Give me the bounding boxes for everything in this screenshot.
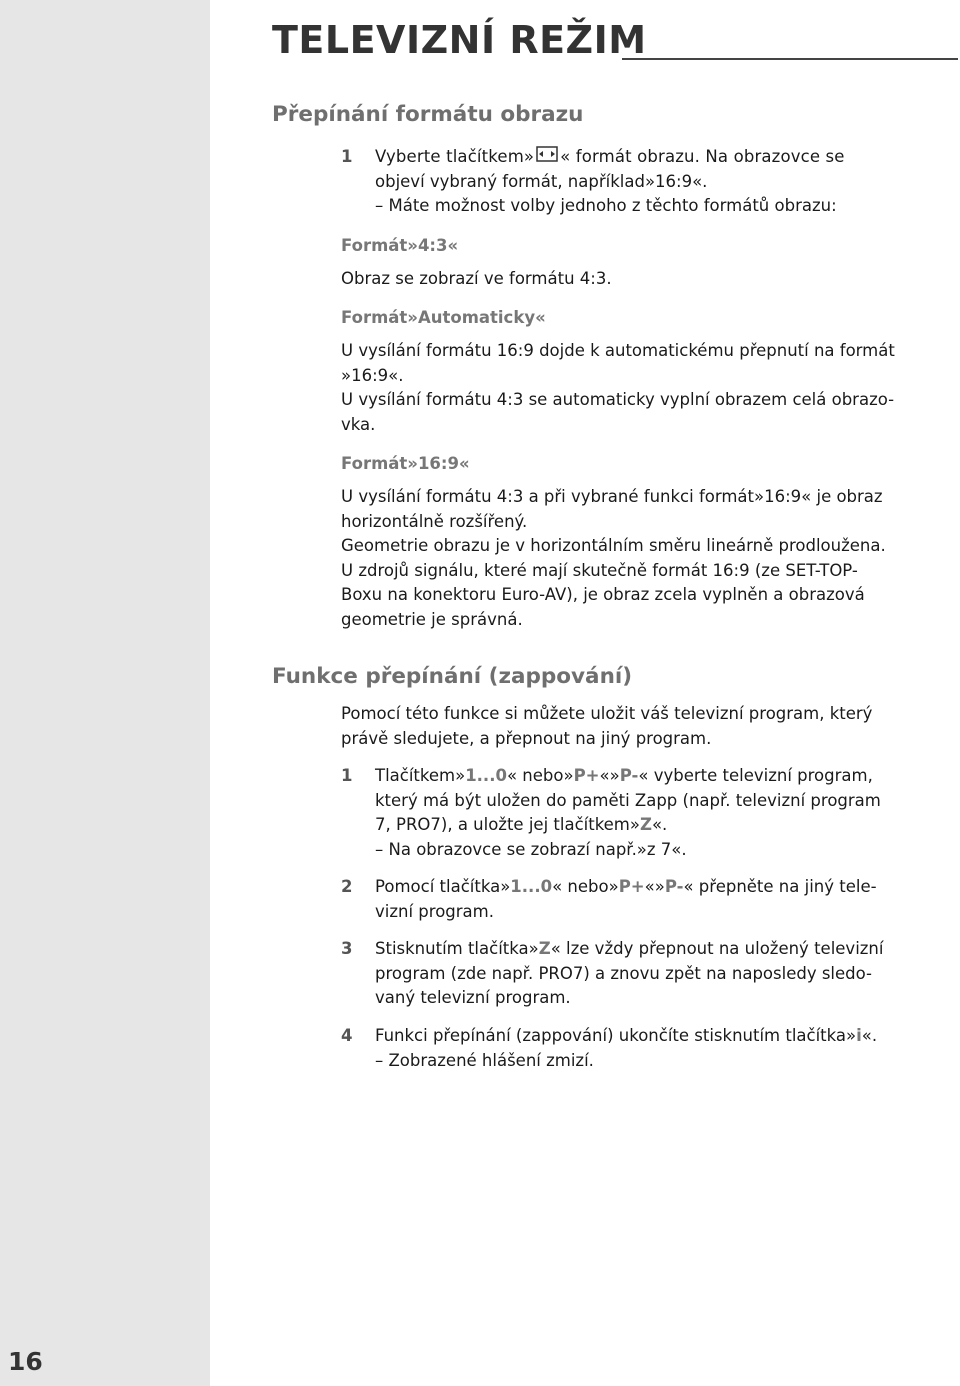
picture-format-icon — [536, 145, 558, 170]
step-text — [375, 937, 897, 962]
key-label: Z — [538, 939, 551, 958]
step-text — [375, 1024, 897, 1049]
paragraph-line: geometrie je správná. — [341, 609, 523, 629]
key-label: Z — [639, 815, 652, 834]
paragraph-line: U zdrojů signálu, které mají skutečně formát 16:9 (ze SET-TOP- — [341, 560, 858, 580]
paragraph-line: Boxu na konektoru Euro-AV), je obraz zcela vyplněn a obrazová — [341, 585, 865, 604]
step-text-part: Funkci přepínání (zappování) ukončíte stisknutím tlačítka» — [375, 1026, 857, 1045]
step-number: 1 — [341, 766, 353, 785]
step-text-line: vizní program. — [375, 901, 494, 921]
page-title: TELEVIZNÍ REŽIM — [272, 18, 647, 62]
step-text-line: program (zde např. PRO7) a znovu zpět na naposledy sledo- — [375, 963, 872, 983]
format-heading-16-9: Formát»16:9« — [341, 454, 470, 473]
step-text-part: «. — [861, 1026, 878, 1045]
format-heading-automatic: Formát»Automaticky« — [341, 308, 546, 327]
paragraph-line: U vysílání formátu 4:3 a při vybrané funkci formát»16:9« je obraz — [341, 487, 883, 506]
paragraph-line: U vysílání formátu 16:9 dojde k automatickému přepnutí na formát — [341, 341, 895, 360]
step-text-part: Vyberte tlačítkem» — [375, 147, 535, 166]
step-text-line: objeví vybraný formát, například»16:9«. — [375, 171, 708, 191]
step-number: 1 — [341, 147, 353, 166]
paragraph-line: horizontálně rozšířený. — [341, 511, 528, 531]
section-heading-picture-format: Přepínání formátu obrazu — [272, 102, 584, 127]
step-text-part: « vyberte televizní program, — [638, 766, 873, 785]
step-text-part: « přepněte na jiný tele- — [683, 877, 877, 896]
page-sidebar — [0, 0, 210, 1386]
format-heading-4-3: Formát»4:3« — [341, 236, 459, 255]
step-text-line: vaný televizní program. — [375, 988, 571, 1007]
paragraph-line: »16:9«. — [341, 365, 404, 385]
step-text-part: «. — [651, 815, 668, 834]
key-label: 1...0 — [465, 766, 507, 785]
title-rule — [622, 58, 958, 60]
section-heading-zapping: Funkce přepínání (zappování) — [272, 664, 633, 689]
step-text-part: 7, PRO7), a uložte jej tlačítkem» — [375, 815, 640, 834]
step-text-part: Tlačítkem» — [375, 766, 466, 785]
step-result-line: – Máte možnost volby jednoho z těchto formátů obrazu: — [375, 196, 837, 215]
step-text-part: « lze vždy přepnout na uložený televizní — [550, 939, 884, 958]
step-result-line: – Na obrazovce se zobrazí např.»z 7«. — [375, 839, 687, 859]
step-text-part: « nebo» — [506, 766, 574, 785]
step-text-line: který má být uložen do paměti Zapp (např. televizní program — [375, 790, 881, 810]
step-text-part: «» — [599, 766, 620, 785]
step-text-line — [375, 813, 897, 838]
paragraph-line: vka. — [341, 414, 376, 434]
paragraph-line: Geometrie obrazu je v horizontálním směru lineárně prodloužena. — [341, 536, 886, 555]
key-label: P- — [664, 877, 684, 896]
key-label: i — [856, 1026, 862, 1045]
paragraph-line: Obraz se zobrazí ve formátu 4:3. — [341, 269, 612, 288]
step-text — [375, 875, 897, 900]
page-number: 16 — [8, 1347, 43, 1376]
step-text — [375, 145, 897, 170]
step-number: 4 — [341, 1026, 353, 1045]
step-text-part: Pomocí tlačítka» — [375, 877, 511, 896]
step-number: 2 — [341, 877, 353, 896]
paragraph-line: právě sledujete, a přepnout na jiný program. — [341, 728, 712, 748]
step-text-part: Stisknutím tlačítka» — [375, 939, 539, 958]
step-result-line: – Zobrazené hlášení zmizí. — [375, 1050, 594, 1070]
step-number: 3 — [341, 939, 353, 958]
paragraph-line: U vysílání formátu 4:3 se automaticky vyplní obrazem celá obrazo- — [341, 390, 895, 409]
key-label: P- — [619, 766, 639, 785]
step-text-part: « nebo» — [552, 877, 619, 896]
paragraph-line: Pomocí této funkce si můžete uložit váš televizní program, který — [341, 704, 873, 723]
step-text — [375, 764, 897, 789]
key-label: P+ — [573, 766, 600, 785]
key-label: P+ — [618, 877, 645, 896]
step-text-part: « formát obrazu. Na obrazovce se — [560, 147, 845, 166]
key-label: 1...0 — [510, 877, 553, 896]
step-text-part: «» — [644, 877, 665, 896]
